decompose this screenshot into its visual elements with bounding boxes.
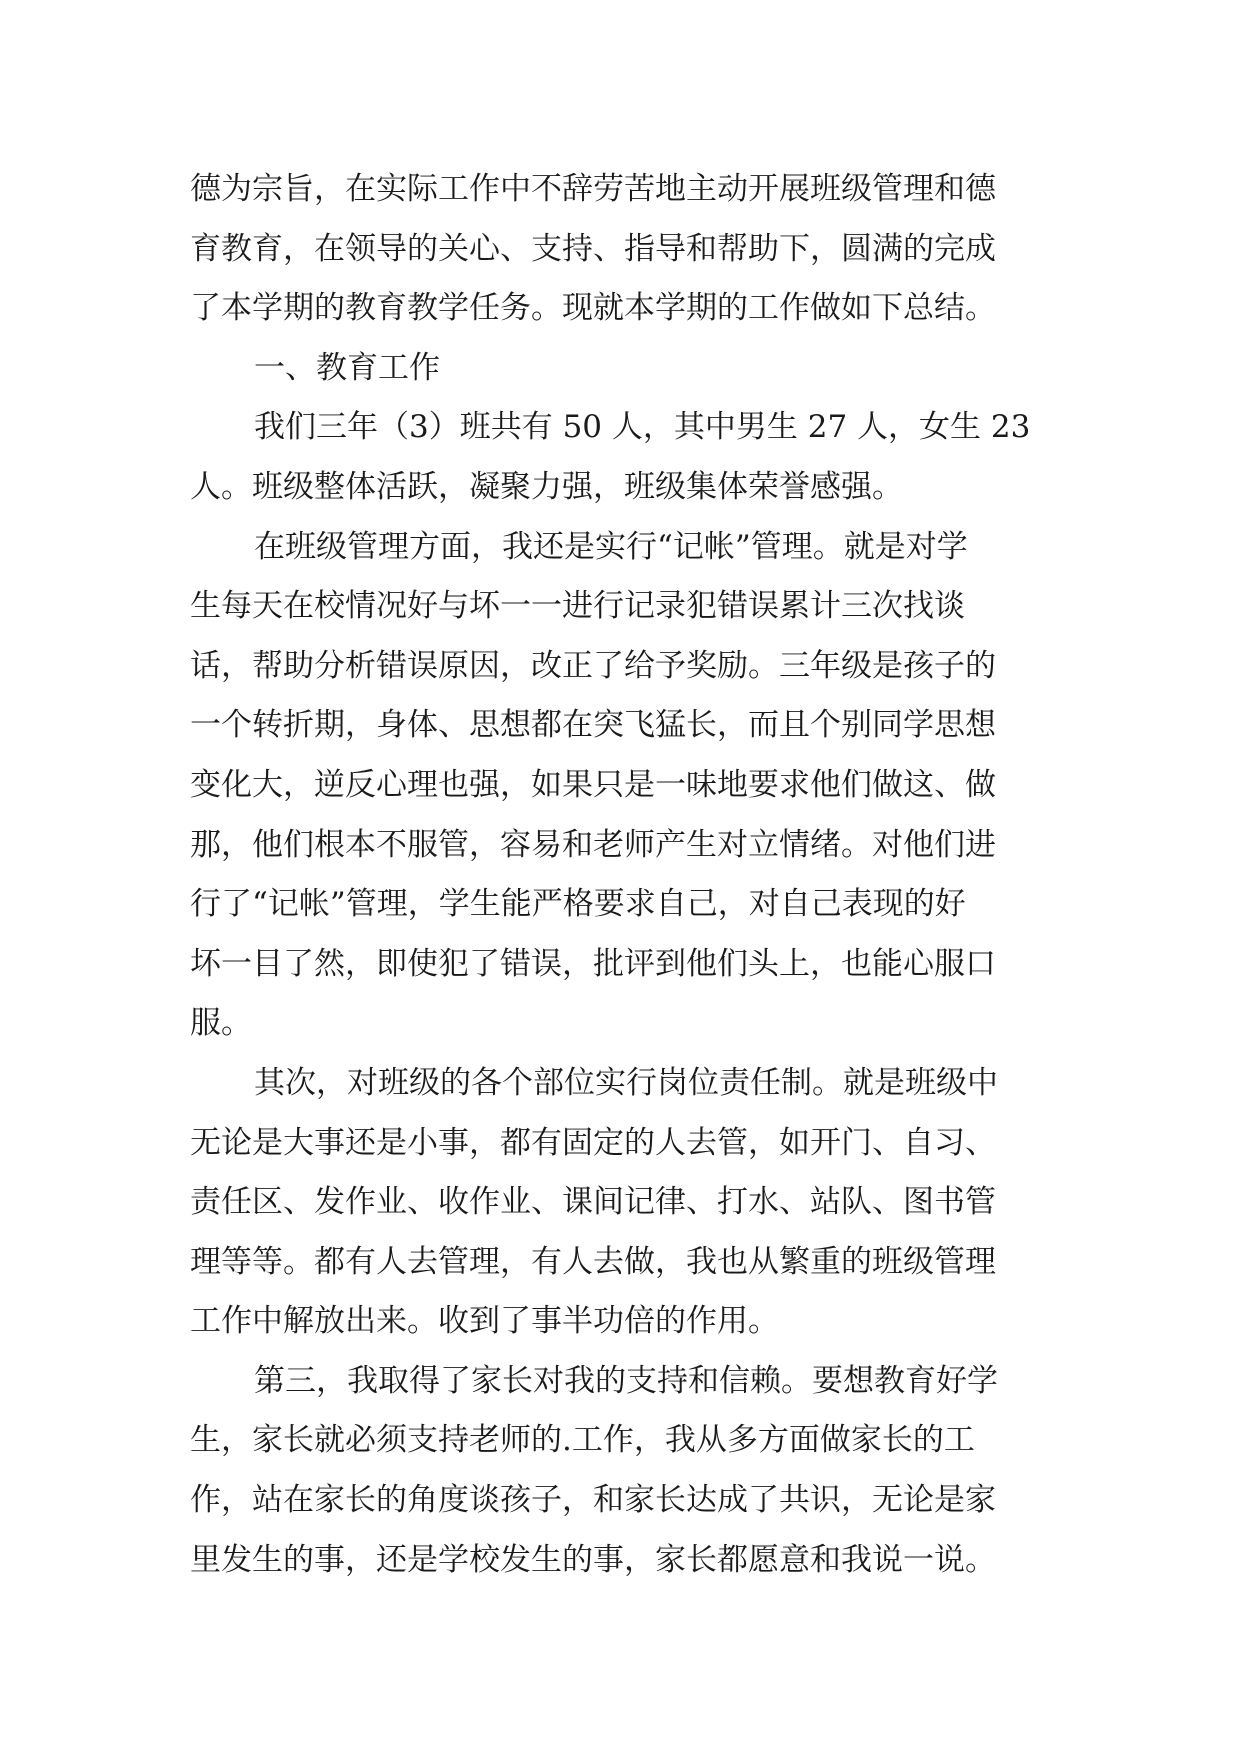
text-line: 工作中解放出来。收到了事半功倍的作用。 bbox=[190, 1303, 779, 1340]
text-line: 服。 bbox=[190, 1005, 252, 1042]
text-line: 行了“记帐”管理，学生能严格要求自己，对自己表现的好 bbox=[190, 886, 966, 923]
document-body bbox=[190, 160, 1070, 1590]
text-line: 变化大，逆反心理也强，如果只是一味地要求他们做这、做 bbox=[190, 766, 996, 803]
text-line: 无论是大事还是小事，都有固定的人去管，如开门、自习、 bbox=[190, 1124, 996, 1161]
text-line: 话，帮助分析错误原因，改正了给予奖励。三年级是孩子的 bbox=[190, 647, 996, 684]
text-line: 了本学期的教育教学任务。现就本学期的工作做如下总结。 bbox=[190, 290, 996, 327]
text-line: 一个转折期，身体、思想都在突飞猛长，而且个别同学思想 bbox=[190, 707, 996, 744]
paragraph-first-line: 我们三年（3）班共有 50 人，其中男生 27 人，女生 23 bbox=[254, 409, 1031, 446]
paragraph-first-line: 在班级管理方面，我还是实行“记帐”管理。就是对学 bbox=[254, 528, 968, 565]
text-line: 人。班级整体活跃，凝聚力强，班级集体荣誉感强。 bbox=[190, 468, 903, 505]
text-line: 责任区、发作业、收作业、课间记律、打水、站队、图书管 bbox=[190, 1184, 996, 1221]
text-line: 理等等。都有人去管理，有人去做，我也从繁重的班级管理 bbox=[190, 1243, 996, 1280]
paragraph-first-line: 第三，我取得了家长对我的支持和信赖。要想教育好学 bbox=[254, 1362, 998, 1399]
text-line: 作，站在家长的角度谈孩子，和家长达成了共识，无论是家 bbox=[190, 1482, 996, 1519]
text-line: 里发生的事，还是学校发生的事，家长都愿意和我说一说。 bbox=[190, 1541, 996, 1578]
text-line: 生，家长就必须支持老师的.工作，我从多方面做家长的工 bbox=[190, 1422, 975, 1459]
paragraph-first-line: 一、教育工作 bbox=[254, 349, 440, 386]
text-line: 坏一目了然，即使犯了错误，批评到他们头上，也能心服口 bbox=[190, 945, 996, 982]
text-line: 那，他们根本不服管，容易和老师产生对立情绪。对他们进 bbox=[190, 826, 996, 863]
text-line: 德为宗旨，在实际工作中不辞劳苦地主动开展班级管理和德 bbox=[190, 171, 996, 207]
text-line: 生每天在校情况好与坏一一进行记录犯错误累计三次找谈 bbox=[190, 588, 965, 625]
paragraph-first-line: 其次，对班级的各个部位实行岗位责任制。就是班级中 bbox=[254, 1064, 998, 1101]
text-line: 育教育，在领导的关心、支持、指导和帮助下，圆满的完成 bbox=[190, 230, 996, 267]
